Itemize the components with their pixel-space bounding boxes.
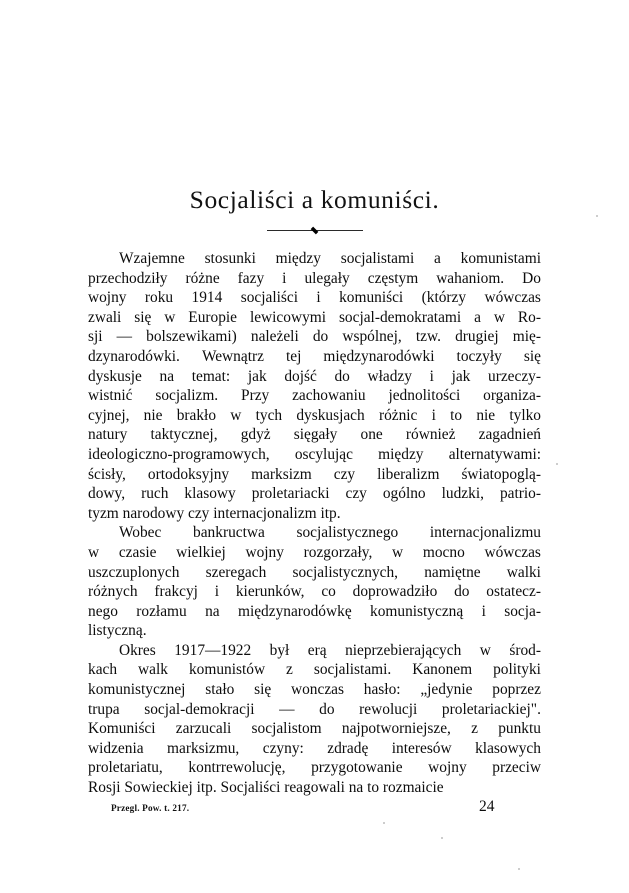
word: różnic (378, 406, 418, 424)
word: „jedynie (420, 681, 473, 699)
word: a (474, 308, 481, 326)
word: gdyż (240, 426, 271, 444)
word: tej (285, 347, 302, 365)
word: socjalistami. (313, 661, 392, 679)
word: zachowaniu (292, 387, 366, 405)
body-text (88, 249, 541, 798)
text-line (88, 425, 541, 445)
word: organiza- (483, 387, 541, 405)
text-line (88, 543, 541, 563)
word: rewolucji (359, 700, 418, 718)
text-line (88, 563, 541, 583)
word: w (493, 308, 505, 326)
text-line (88, 367, 541, 387)
word: środ- (509, 641, 541, 659)
text-line (88, 249, 541, 269)
word: ludzki, (441, 485, 484, 503)
word: natury (88, 426, 128, 444)
text-line (88, 758, 541, 778)
word: bolszewikami) (146, 328, 237, 346)
word: dojść (284, 367, 317, 385)
word: również (405, 426, 456, 444)
word: Ro- (517, 308, 541, 326)
ornament-lozenge (311, 227, 319, 235)
word: wówczas (484, 543, 541, 561)
word: proletariackiej". (441, 700, 541, 718)
page-title: Socjaliści a komuniści. (189, 185, 440, 214)
word: czyny: (262, 739, 304, 757)
word: (którzy (421, 289, 467, 307)
word: 1914 (191, 289, 223, 307)
word: cyjnej, (88, 406, 130, 424)
scan-speckle (556, 463, 558, 465)
word: hasło: (363, 681, 401, 699)
word: urzeczy- (488, 367, 541, 385)
word: do (312, 328, 329, 346)
word: dyskusje (88, 367, 142, 385)
word: wojny (428, 759, 467, 777)
text-line (88, 523, 541, 543)
text-line (88, 641, 541, 661)
word: wonczas (291, 681, 344, 699)
text-line (88, 327, 541, 347)
word: mię- (512, 328, 541, 346)
paragraph (88, 249, 541, 523)
word: ruch (141, 485, 169, 503)
word: jak (247, 367, 267, 385)
word: w (392, 543, 404, 561)
word: w (88, 543, 100, 561)
word: nie (476, 406, 496, 424)
footer-signature: Przegl. Pow. t. 217. (111, 803, 190, 813)
word: widzenia (88, 739, 144, 757)
word: władzy (367, 367, 412, 385)
word: się (523, 347, 541, 365)
word: w (230, 406, 242, 424)
word: i (431, 406, 436, 424)
word: — (116, 328, 133, 346)
word: był (269, 641, 290, 659)
word: punktu (498, 720, 541, 738)
word: socjal-demokratami (338, 308, 462, 326)
word: erą (307, 641, 327, 659)
word: międzynarodówki (323, 347, 435, 365)
word: wielkiej (176, 543, 226, 561)
word: ostatecz- (486, 583, 541, 601)
word: fazy (237, 269, 265, 287)
scan-speckle (596, 215, 598, 217)
word: na (159, 367, 175, 385)
word: na (205, 602, 220, 620)
word: one (360, 426, 383, 444)
word: dowy, (88, 485, 126, 503)
title-ornament-icon (267, 226, 363, 235)
word: socjal-demokracji (144, 700, 255, 718)
word: polityki (493, 661, 541, 679)
scan-speckle (441, 837, 443, 839)
word: ortodoksyjny (147, 465, 230, 483)
text-line (88, 739, 541, 759)
word: między (378, 445, 424, 463)
word: do (454, 583, 470, 601)
word: międzynarodówkę (237, 602, 352, 620)
text-line (88, 465, 541, 485)
word: interesów (391, 739, 452, 757)
text-line (88, 660, 541, 680)
text-line (88, 582, 541, 602)
word: i (282, 269, 287, 287)
word: doprowadziło (352, 583, 438, 601)
paragraph (88, 523, 541, 641)
word: socjalistycznego (296, 524, 399, 542)
word: się (134, 308, 152, 326)
word: wspólnej, (342, 328, 402, 346)
word: zwali (88, 308, 122, 326)
word: kierunków, (235, 583, 305, 601)
word: się (254, 681, 272, 699)
word: frakcyj (154, 583, 198, 601)
word: Komuniści (88, 720, 156, 738)
text-line: listyczną. (88, 622, 147, 640)
word: to (450, 406, 463, 424)
word: taktycznej, (150, 426, 218, 444)
word: klasowych (475, 739, 541, 757)
word: zdradę (327, 739, 369, 757)
text-line (88, 269, 541, 289)
text-line (88, 484, 541, 504)
word: proletariacki (251, 485, 330, 503)
word: toczyły (456, 347, 502, 365)
word: stało (205, 681, 235, 699)
word: do (319, 700, 335, 718)
text-line (88, 445, 541, 465)
word: a (434, 250, 441, 267)
word: i (316, 289, 321, 307)
word: do (334, 367, 350, 385)
word: trupa (88, 700, 120, 718)
word: sji (88, 328, 103, 346)
word: walki (506, 563, 541, 581)
word: rozłamu (136, 602, 187, 620)
word: stosunki (204, 250, 256, 267)
word: mocno (422, 543, 465, 561)
word: brakło (176, 406, 217, 424)
word: — (279, 700, 295, 718)
word: zagadnień (478, 426, 541, 444)
word: komunistyczną (370, 602, 464, 620)
word: sięgały (293, 426, 338, 444)
text-line (88, 406, 541, 426)
word: i (481, 602, 486, 620)
word: szeregach (205, 563, 267, 581)
word: w (479, 641, 491, 659)
text-line (88, 602, 541, 622)
word: jak (451, 367, 471, 385)
text-line (88, 700, 541, 720)
word: jednolitości (388, 387, 461, 405)
word: i (214, 583, 220, 601)
word: kontrrewolucję, (188, 759, 286, 777)
word: różnych (88, 583, 138, 601)
word: tych (255, 406, 283, 424)
word: lewicowymi (249, 308, 327, 326)
word: socja- (504, 602, 541, 620)
word: internacjonalizmu (429, 524, 541, 542)
word: nieprzebierających (345, 641, 462, 659)
word: dyskusjach (296, 406, 365, 424)
word: rozgorzały, (303, 543, 373, 561)
word: częstym (367, 269, 419, 287)
word: drugiej (455, 328, 499, 346)
word: liberalizm (377, 465, 440, 483)
word: komunistami (460, 250, 541, 267)
scan-speckle (518, 868, 520, 870)
word: najpotworniejsze, (341, 720, 451, 738)
word: socjalizm. (155, 387, 219, 405)
word: Wewnątrz (201, 347, 264, 365)
word: marksizmu, (167, 739, 240, 757)
word: Wobec (119, 524, 162, 542)
word: walk (138, 661, 168, 679)
paragraph (88, 641, 541, 798)
word: uszczuplonych (88, 563, 180, 581)
word: oscylując (294, 445, 353, 463)
word: i (429, 367, 434, 385)
word: co (321, 583, 336, 601)
word: bankructwa (193, 524, 265, 542)
word: socjalistami (340, 250, 415, 267)
text-line (88, 288, 541, 308)
word: socjaliści (240, 289, 298, 307)
text-line (88, 347, 541, 367)
word: światopoglą- (461, 465, 541, 483)
word: temat: (191, 367, 231, 385)
word: komunistycznej (88, 681, 186, 699)
word: wojny (88, 289, 127, 307)
text-line: tyzm narodowy czy internacjonalizm itp. (88, 504, 341, 522)
word: przeciw (492, 759, 541, 777)
text-line: Rosji Sowieckiej itp. Socjaliści reagowali na to rozmaicie (88, 779, 444, 797)
word: 1917—1922 (174, 641, 252, 659)
word: socjalistom (251, 720, 322, 738)
word: z (471, 720, 478, 738)
word: czy (345, 485, 367, 503)
word: między (275, 250, 321, 267)
word: poprzez (492, 681, 541, 699)
word: socjalistycznych, (292, 563, 399, 581)
word: Kanonem (412, 661, 473, 679)
word: nego (88, 602, 118, 620)
word: proletariatu, (88, 759, 163, 777)
word: klasowy (184, 485, 236, 503)
title-block (0, 186, 629, 235)
word: zarzucali (175, 720, 232, 738)
word: ideologiczno-programowych, (88, 445, 270, 463)
word: wistnić (88, 387, 133, 405)
word: dzynarodówki. (88, 347, 180, 365)
text-line (88, 719, 541, 739)
page-number: 24 (479, 798, 495, 815)
scan-speckle (383, 822, 385, 824)
word: z (286, 661, 293, 679)
word: wówczas (484, 289, 541, 307)
word: nie (143, 406, 163, 424)
word: namiętne (424, 563, 481, 581)
word: Do (522, 269, 541, 287)
word: kach (88, 661, 118, 679)
word: Okres (119, 641, 156, 659)
word: komuniści (339, 289, 404, 307)
word: alternatywami: (448, 445, 541, 463)
word: roku (144, 289, 174, 307)
word: Europie (188, 308, 238, 326)
word: różne (185, 269, 220, 287)
word: wahaniom. (436, 269, 505, 287)
word: przechodziły (88, 269, 168, 287)
text-line (88, 680, 541, 700)
word: ścisły, (88, 465, 126, 483)
word: ulegały (304, 269, 350, 287)
word: należeli (250, 328, 299, 346)
word: czasie (118, 543, 157, 561)
word: w (164, 308, 176, 326)
word: tzw. (415, 328, 441, 346)
word: marksizm (251, 465, 312, 483)
word: wojny (245, 543, 284, 561)
word: tylko (509, 406, 541, 424)
word: Przy (241, 387, 270, 405)
word: patrio- (499, 485, 541, 503)
text-line (88, 386, 541, 406)
text-line (88, 308, 541, 328)
word: komunistów (188, 661, 266, 679)
word: czy (333, 465, 356, 483)
word: Wzajemne (119, 250, 185, 267)
word: przygotowanie (311, 759, 403, 777)
word: ogólno (382, 485, 426, 503)
